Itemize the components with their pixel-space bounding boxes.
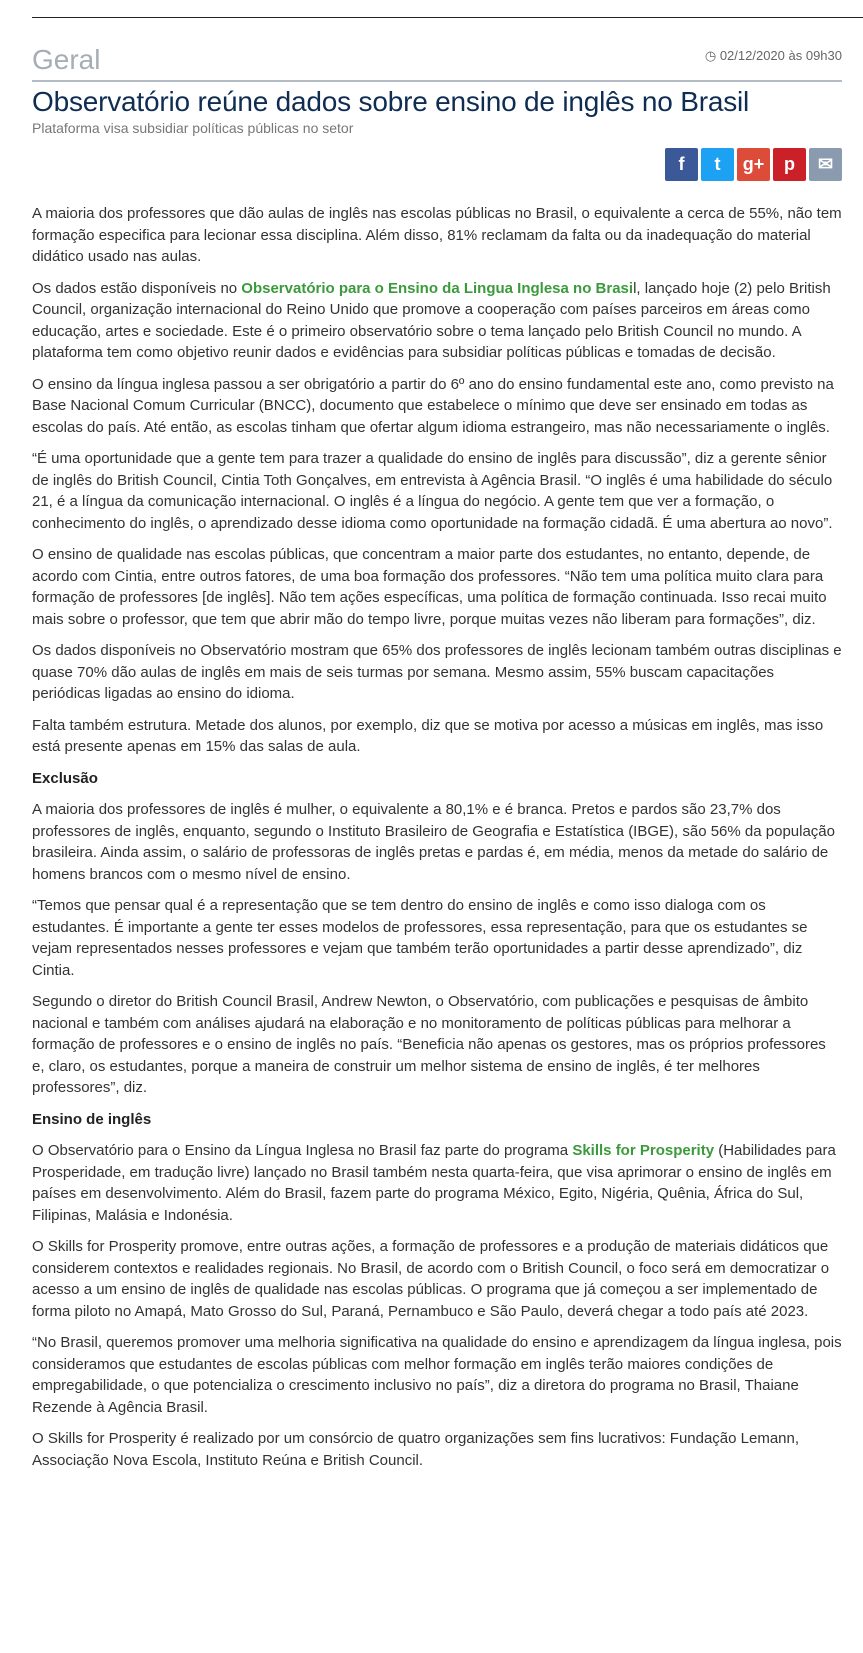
subtitle: Plataforma visa subsidiar políticas públicas no setor: [32, 120, 354, 136]
twitter-share-button[interactable]: [701, 148, 734, 181]
paragraph: “É uma oportunidade que a gente tem para trazer a qualidade do ensino de inglês para discussão”, diz a gerente sênior de inglês do British Council, Cintia Toth Gonçalves, em entrevista à Agência Brasil. “O inglês é uma habilidade do século 21, é a língua da comunicação internacional. O inglês é a língua do negócio. A gente tem que ver a formação, o conhecimento do inglês, o aprendizado desse idioma como oportunidade na formação cidadã. É uma abertura ao novo”.: [32, 450, 833, 532]
clock-icon: ◷: [704, 48, 720, 63]
paragraph: “Temos que pensar qual é a representação que se tem dentro do ensino de inglês e como isso dialoga com os estudantes. É importante a gente ter esses modelos de professores, essa representação, para que os estudantes se vejam representados nesses professores e vejam que também terão oportunidades a partir desse aprendizado”, diz Cintia.: [32, 897, 808, 979]
text: Os dados estão disponíveis no: [32, 279, 242, 297]
page-title: Observatório reúne dados sobre ensino de inglês no Brasil: [32, 86, 750, 117]
pinterest-icon: p: [784, 154, 795, 174]
category-label[interactable]: Geral: [32, 44, 101, 75]
paragraph: Segundo o diretor do British Council Brasil, Andrew Newton, o Observatório, com publicações e pesquisas de âmbito nacional e também com análises ajudará na elaboração e no monitoramento de políticas públicas para melhorar a formação de professores e o ensino de inglês no país. “Beneficia não apenas os gestores, mas os próprios professores e, claro, os estudantes, porque a maneira de construir um melhor sistema de ensino de inglês, é ter melhores professores”, diz.: [32, 993, 826, 1096]
email-icon: ✉: [817, 154, 834, 174]
text: (Habilidades para Prosperidade, em tradução livre) lançado no Brasil também nesta quarta-feira, que visa aprimorar o ensino de inglês em países em desenvolvimento. Além do Brasil, fazem parte do programa México, Egito, Nigéria, Quênia, África do Sul, Filipinas, Malásia e Indonésia.: [32, 1142, 836, 1224]
section-heading: Ensino de inglês: [32, 1110, 152, 1128]
text: l, lançado hoje (2) pelo British Council, organização internacional do Reino Unido que promove a cooperação com países parceiros em áreas como educação, artes e sociedade. Este é o primeiro observatório sobre o tema lançado pelo British Council no mundo. A plataforma tem como objetivo reunir dados e evidências para subsidiar políticas públicas e tomadas de decisão.: [32, 279, 831, 361]
publish-date: [705, 48, 842, 64]
paragraph: [32, 278, 842, 364]
paragraph: O Skills for Prosperity é realizado por um consórcio de quatro organizações sem fins lucrativos: Fundação Lemann, Associação Nova Escola, Instituto Reúna e British Council.: [32, 1430, 800, 1469]
facebook-icon: f: [678, 154, 685, 174]
text: O Observatório para o Ensino da Língua Inglesa no Brasil faz parte do programa: [32, 1142, 573, 1159]
top-divider: [32, 17, 863, 18]
paragraph: O ensino de qualidade nas escolas públicas, que concentram a maior parte dos estudantes, no entanto, depende, de acordo com Cintia, entre outros fatores, de uma boa formação dos professores. “Não tem uma política muito clara para formação de professores [de inglês]. Não tem ações específicas, uma política de formação continuada. Isso recai muito mais sobre o professor, que tem que abrir mão do tempo livre, porque muitas vezes não liberam para formações”, diz.: [32, 546, 827, 628]
google-plus-share-button[interactable]: [737, 148, 770, 181]
share-bar: [32, 148, 842, 181]
article-container: [32, 44, 842, 1481]
skills-for-prosperity-link[interactable]: Skills for Prosperity: [572, 1142, 715, 1159]
paragraph: Os dados disponíveis no Observatório mostram que 65% dos professores de inglês lecionam também outras disciplinas e quase 70% dão aulas de inglês em mais de seis turmas por semana. Mesmo assim, 55% buscam capacitações periódicas ligadas ao ensino do idioma.: [32, 642, 842, 702]
observatorio-link[interactable]: Observatório para o Ensino da Lingua Inglesa no Brasi: [241, 279, 634, 297]
paragraph: O Skills for Prosperity promove, entre outras ações, a formação de professores e a produção de materiais didáticos que considerem contextos e realidades regionais. No Brasil, de acordo com o British Council, o foco será em democratizar o acesso a um ensino de inglês de qualidade nas escolas públicas. O programa que já começou a ser implementado de forma piloto no Amapá, Mato Grosso do Sul, Paraná, Pernambuco e São Paulo, deverá chegar a todo país até 2023.: [32, 1238, 830, 1320]
facebook-share-button[interactable]: [665, 148, 698, 181]
google-plus-icon: g+: [742, 154, 765, 174]
paragraph: “No Brasil, queremos promover uma melhoria significativa na qualidade do ensino e aprendizagem da língua inglesa, pois consideramos que estudantes de escolas públicas com melhor formação em inglês terão maiores condições de empregabilidade, o que potencializa o crescimento inclusivo no país”, diz a diretora do programa no Brasil, Thaiane Rezende à Agência Brasil.: [32, 1334, 842, 1416]
paragraph: Falta também estrutura. Metade dos alunos, por exemplo, diz que se motiva por acesso a músicas em inglês, mas isso está presente apenas em 15% das salas de aula.: [32, 716, 824, 755]
twitter-icon: t: [714, 154, 721, 174]
date-text: 02/12/2020 às 09h30: [719, 48, 842, 63]
email-share-button[interactable]: [809, 148, 842, 181]
paragraph: [32, 1140, 842, 1226]
paragraph: A maioria dos professores que dão aulas de inglês nas escolas públicas no Brasil, o equivalente a cerca de 55%, não tem formação especifica para lecionar essa disciplina. Além disso, 81% reclamam da falta ou da inadequação do material didático usado nas aulas.: [32, 205, 842, 265]
pinterest-share-button[interactable]: [773, 148, 806, 181]
article-body: [32, 203, 842, 1471]
paragraph: O ensino da língua inglesa passou a ser obrigatório a partir do 6º ano do ensino fundamental este ano, como previsto na Base Nacional Comum Curricular (BNCC), documento que estabelece o mínimo que deve ser ensinado em todas as escolas do país. Até então, as escolas tinham que ofertar algum idioma estrangeiro, mas não necessariamente o inglês.: [32, 375, 834, 436]
section-heading: Exclusão: [32, 769, 98, 787]
article-header: [32, 44, 842, 82]
paragraph: A maioria dos professores de inglês é mulher, o equivalente a 80,1% e é branca. Pretos e pardos são 23,7% dos professores de inglês, enquanto, segundo o Instituto Brasileiro de Geografia e Estatística (IBGE), são 56% da população brasileira. Ainda assim, o salário de professoras de inglês pretas e pardas é, em média, menos da metade do salário de homens brancos com o mesmo nível de ensino.: [32, 801, 835, 883]
